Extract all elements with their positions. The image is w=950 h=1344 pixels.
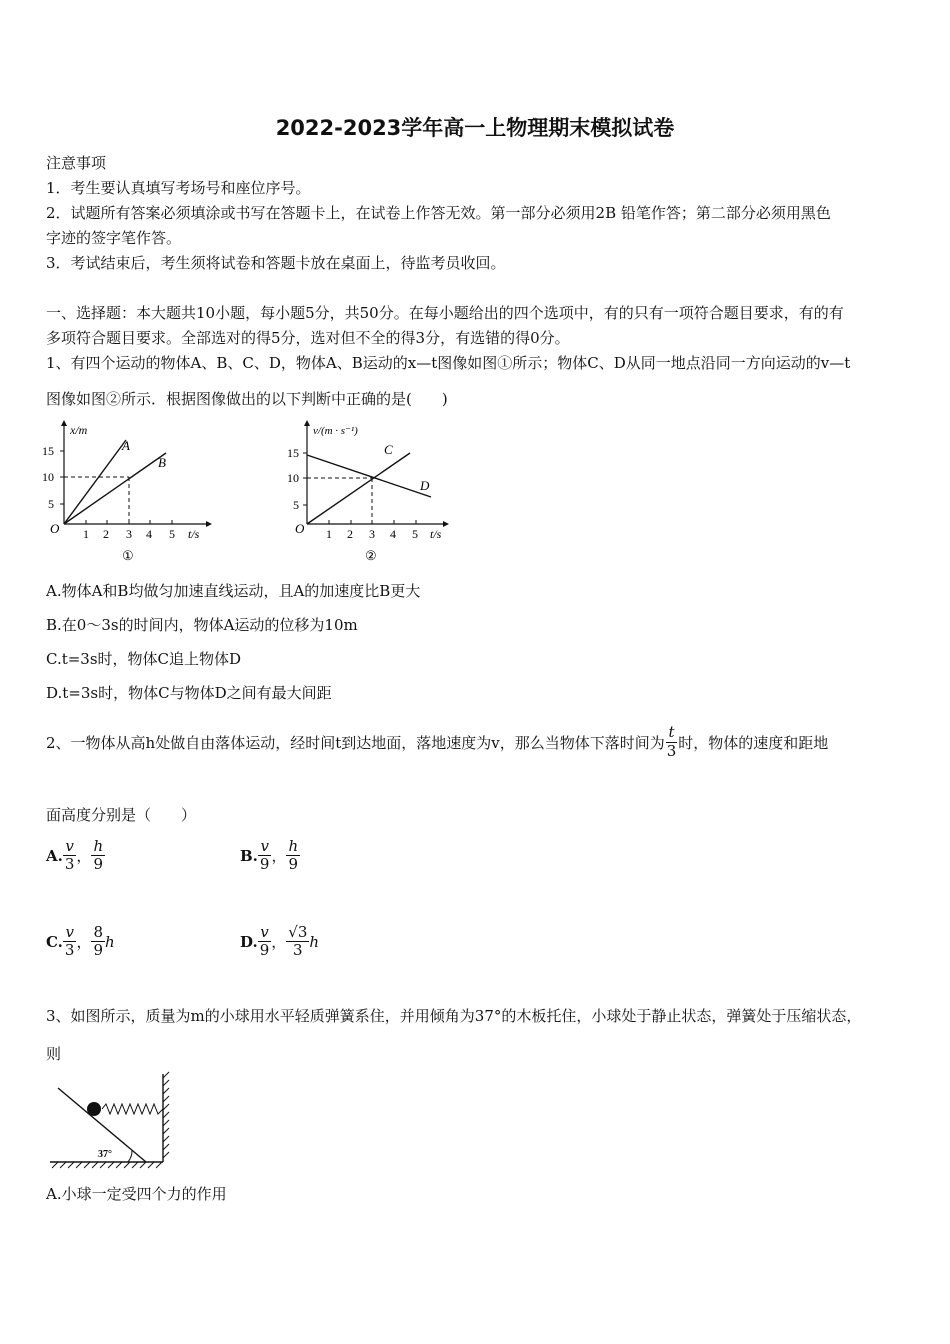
question-1-option-b: B.在0～3s的时间内，物体A运动的位移为10m — [46, 616, 358, 634]
origin-label: O — [50, 521, 60, 536]
question-2-option-c: C. $\frac{v}{3}$ ， $\frac{8}{9}$ h — [46, 923, 115, 960]
x-tick-label: 5 — [169, 527, 175, 541]
question-3-stem-line2: 则 — [46, 1045, 62, 1063]
x-tick-label: 4 — [146, 527, 152, 541]
figure-3-spring-ball-incline — [46, 1070, 176, 1170]
y-axis-label: v/(m · s⁻¹) — [313, 425, 358, 437]
origin-label: O — [295, 521, 305, 536]
fraction-t-over-3: $\frac{t}{3}$ — [666, 723, 677, 760]
y-tick-label: 15 — [42, 444, 54, 458]
figure-caption: ② — [365, 548, 377, 563]
x-tick-label: 3 — [369, 527, 375, 541]
section-instructions: 多项符合题目要求。全部选对的得5分，选对但不全的得3分，有选错的得0分。 — [46, 329, 570, 347]
question-1-option-d: D.t=3s时，物体C与物体D之间有最大间距 — [46, 684, 332, 702]
notice-item: 3．考试结束后，考生须将试卷和答题卡放在桌面上，待监考员收回。 — [46, 254, 506, 272]
notice-item: 2．试题所有答案必须填涂或书写在答题卡上，在试卷上作答无效。第一部分必须用2B 铅笔作答；第二部分必须用黑色 — [46, 204, 831, 222]
y-tick-label: 15 — [287, 446, 299, 460]
x-tick-label: 2 — [103, 527, 109, 541]
question-2-stem — [46, 718, 828, 766]
question-3-option-a: A.小球一定受四个力的作用 — [46, 1185, 227, 1203]
notice-item: 字迹的签字笔作答。 — [46, 229, 182, 247]
line-d-label: D — [420, 478, 430, 493]
line-c-label: C — [384, 442, 393, 457]
x-axis-label: t/s — [430, 527, 442, 541]
x-axis-label: t/s — [188, 527, 200, 541]
x-tick-label: 1 — [326, 527, 332, 541]
question-2-option-d: D. $\frac{v}{9}$ ， $\frac{√3}{3}$ h — [240, 923, 320, 960]
y-tick-label: 5 — [48, 497, 54, 511]
ball — [87, 1102, 101, 1116]
x-tick-label: 1 — [83, 527, 89, 541]
y-tick-label: 10 — [42, 470, 54, 484]
question-1-option-a: A.物体A和B均做匀加速直线运动，且A的加速度比B更大 — [46, 582, 421, 600]
question-2-option-b: B. $\frac{v}{9}$ ， $\frac{h}{9}$ — [240, 837, 299, 874]
question-2-stem-before: 2、一物体从高h处做自由落体运动，经时间t到达地面，落地速度为v，那么当物体下落时间为 — [46, 733, 665, 752]
line-b-label: B — [158, 455, 166, 470]
figure-2-vt-graph — [285, 420, 455, 568]
y-tick-label: 10 — [287, 471, 299, 485]
section-instructions: 一、选择题：本大题共10小题，每小题5分，共50分。在每小题给出的四个选项中，有的只有一项符合题目要求，有的有 — [46, 304, 844, 322]
page-title: 2022-2023学年高一上物理期末模拟试卷 — [275, 116, 675, 140]
x-tick-label: 5 — [412, 527, 418, 541]
question-3-stem: 3、如图所示，质量为m的小球用水平轻质弹簧系住，并用倾角为37°的木板托住，小球处于静止状态，弹簧处于压缩状态， — [46, 1007, 862, 1025]
figure-1-xt-graph — [40, 420, 220, 568]
question-2-option-a: A. $\frac{v}{3}$ ， $\frac{h}{9}$ — [46, 837, 104, 874]
x-tick-label: 2 — [347, 527, 353, 541]
y-axis-label: x/m — [70, 423, 88, 437]
line-a-label: A — [122, 438, 130, 453]
question-2-stem-after: 时，物体的速度和距地 — [678, 733, 829, 752]
x-tick-label: 3 — [126, 527, 132, 541]
question-1-stem: 图像如图②所示．根据图像做出的以下判断中正确的是( ) — [46, 390, 448, 408]
notice-item: 1．考生要认真填写考场号和座位序号。 — [46, 179, 311, 197]
question-1-option-c: C.t=3s时，物体C追上物体D — [46, 650, 242, 668]
question-1-stem: 1、有四个运动的物体A、B、C、D，物体A、B运动的x—t图像如图①所示；物体C、D从同一地点沿同一方向运动的v—t — [46, 354, 851, 372]
y-tick-label: 5 — [293, 498, 299, 512]
question-2-stem-line2: 面高度分别是（ ） — [46, 806, 197, 824]
x-tick-label: 4 — [390, 527, 396, 541]
figure-caption: ① — [122, 548, 134, 563]
angle-label: 37° — [98, 1149, 112, 1160]
notice-heading: 注意事项 — [46, 154, 107, 172]
